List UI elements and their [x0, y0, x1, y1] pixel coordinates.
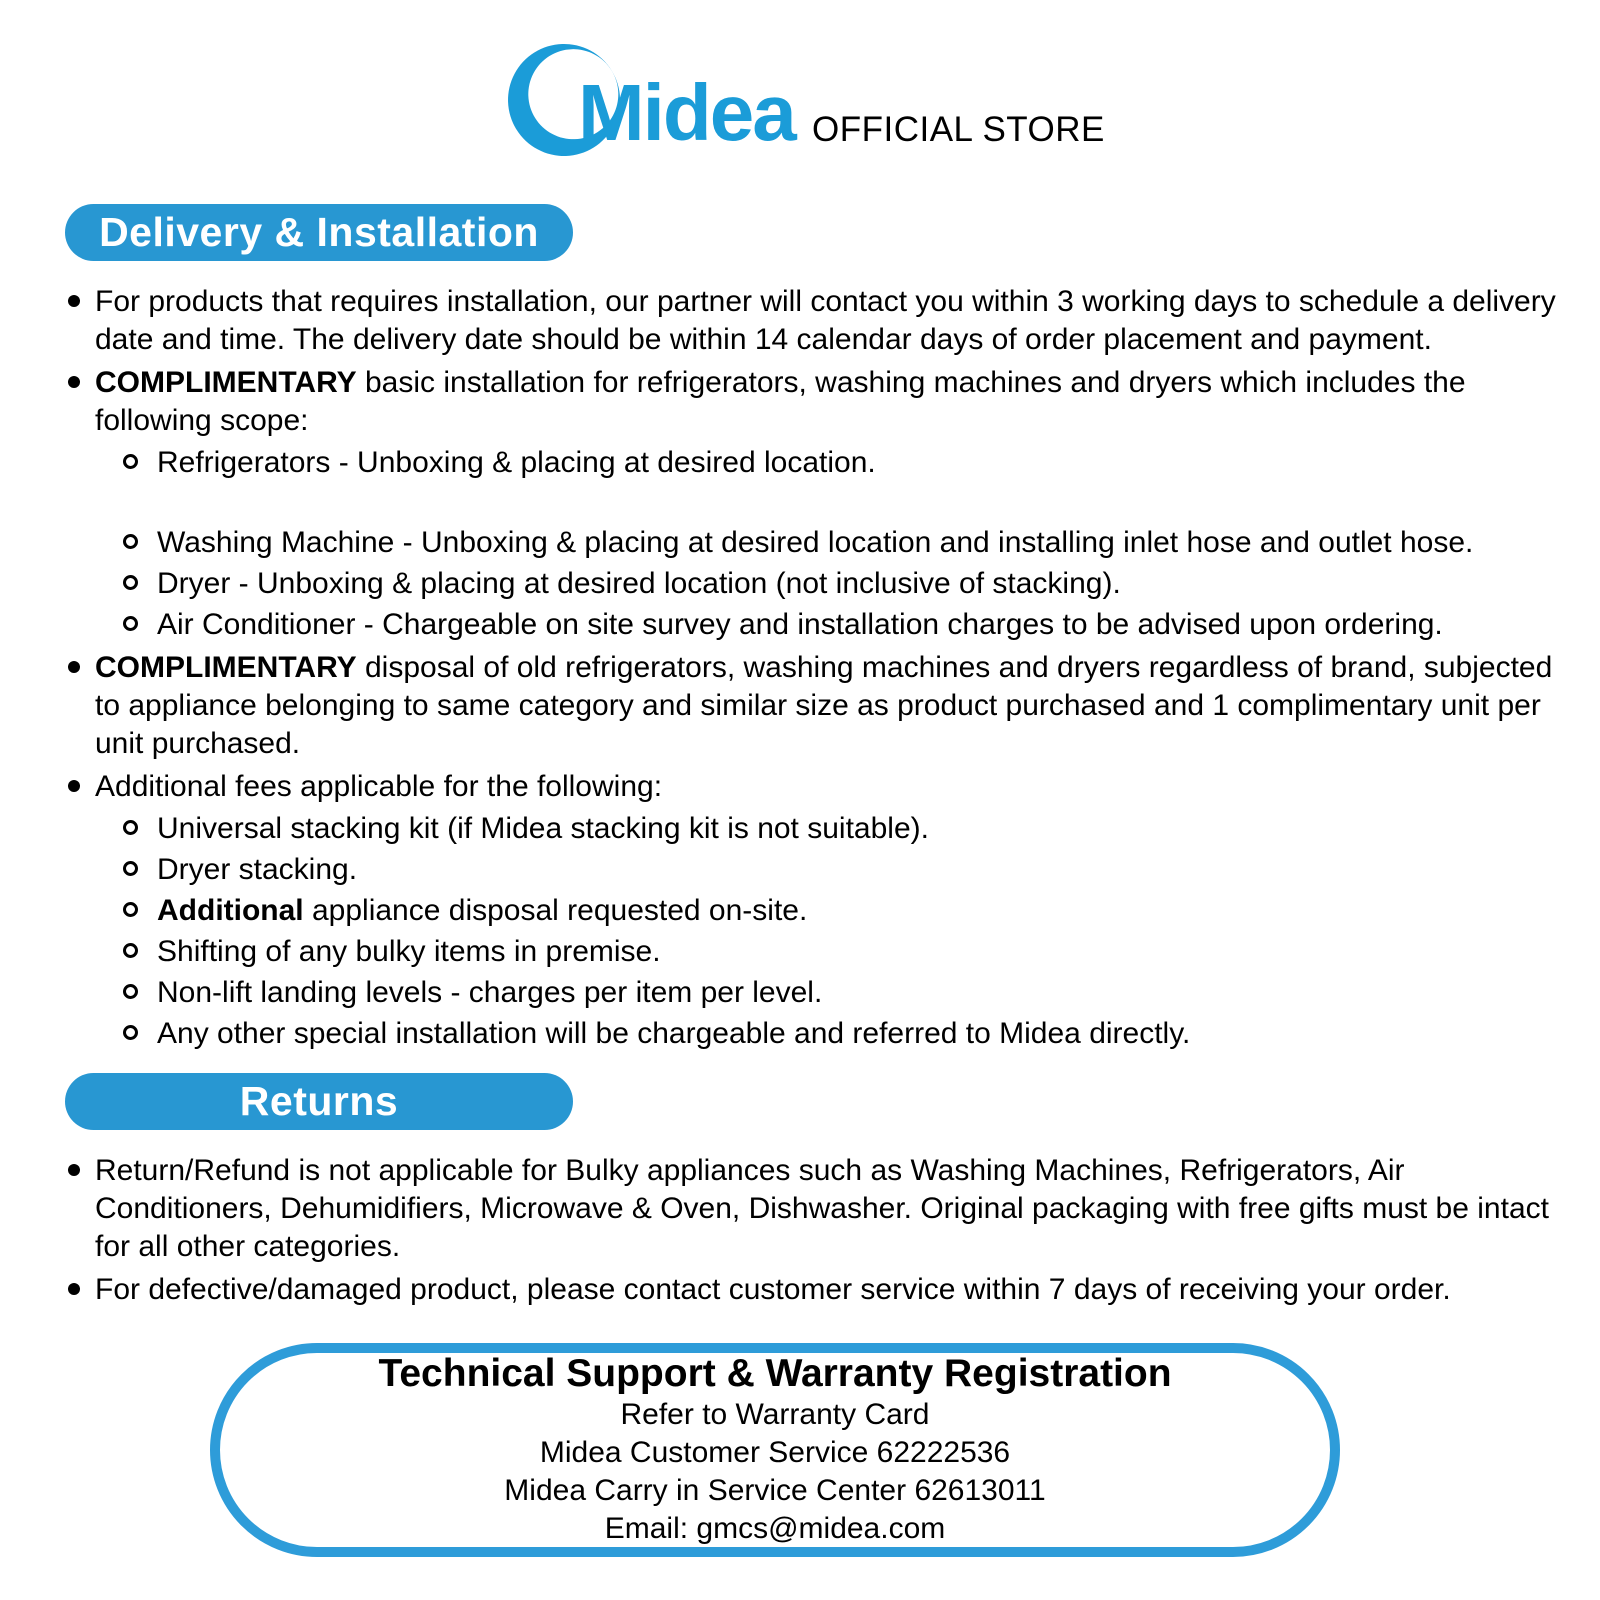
scope-item-air-conditioner — [123, 606, 1572, 644]
item-text: Non-lift landing levels - charges per item per level. — [157, 976, 823, 1009]
support-line-email: Email: gmcs@midea.com — [604, 1512, 946, 1545]
item-text: Shifting of any bulky items in premise. — [157, 935, 661, 968]
item-bold-lead: COMPLIMENTARY — [95, 651, 357, 684]
support-box-title: Technical Support & Warranty Registration — [378, 1352, 1172, 1395]
fee-item-dryer-stacking — [123, 851, 1572, 889]
item-text: basic installation for refrigerators, washing machines and dryers which includes the following scope: — [95, 366, 1466, 437]
additional-fees-list — [95, 810, 1572, 1053]
item-text: Dryer - Unboxing & placing at desired location (not inclusive of stacking). — [157, 567, 1121, 600]
delivery-item-contact — [65, 283, 1572, 359]
item-text: Return/Refund is not applicable for Bulky appliances such as Washing Machines, Refrigerators, Air Conditioners, Dehumidifiers, Microwave & Oven, Dishwasher. Original packaging with free gifts must be intact for all other categories. — [95, 1154, 1549, 1263]
delivery-item-complimentary-disposal — [65, 649, 1572, 763]
fee-item-special-installation — [123, 1015, 1572, 1053]
item-text: Any other special installation will be chargeable and referred to Midea directly. — [157, 1017, 1191, 1050]
item-text: Universal stacking kit (if Midea stacking kit is not suitable). — [157, 812, 929, 845]
delivery-item-complimentary-installation — [65, 364, 1572, 644]
returns-list — [0, 1152, 1600, 1309]
item-text: For defective/damaged product, please contact customer service within 7 days of receiving your order. — [95, 1273, 1451, 1306]
support-box — [210, 1343, 1340, 1557]
logo-wordmark: Midea — [578, 68, 795, 157]
item-text: Air Conditioner - Chargeable on site survey and installation charges to be advised upon ordering. — [157, 608, 1443, 641]
scope-item-refrigerators — [123, 444, 1572, 482]
fee-item-non-lift-landing — [123, 974, 1572, 1012]
support-line-customer-service: Midea Customer Service 62222536 — [539, 1436, 1011, 1469]
section-title-delivery: Delivery & Installation — [65, 204, 573, 261]
item-text: For products that requires installation, our partner will contact you within 3 working days to schedule a delivery date and time. The delivery date should be within 14 calendar days of order placement and payment. — [95, 285, 1556, 356]
item-text: Refrigerators - Unboxing & placing at desired location. — [157, 446, 876, 479]
item-text: appliance disposal requested on-site. — [303, 894, 808, 927]
support-line-carry-in-center: Midea Carry in Service Center 62613011 — [504, 1474, 1046, 1507]
returns-item-not-applicable — [65, 1152, 1572, 1266]
fee-item-universal-stacking-kit — [123, 810, 1572, 848]
item-text: Washing Machine - Unboxing & placing at desired location and installing inlet hose and outlet hose. — [157, 526, 1474, 559]
support-line-warranty-card: Refer to Warranty Card — [620, 1398, 930, 1431]
delivery-item-additional-fees — [65, 768, 1572, 1053]
scope-item-washing-machine — [123, 524, 1572, 562]
item-text: Dryer stacking. — [157, 853, 358, 886]
midea-logo — [498, 36, 808, 176]
fee-item-shifting-bulky-items — [123, 933, 1572, 971]
installation-scope-list — [95, 444, 1572, 644]
header — [0, 0, 1600, 180]
item-text: Additional fees applicable for the following: — [95, 770, 663, 803]
scope-item-dryer — [123, 565, 1572, 603]
official-store-label: OFFICIAL STORE — [812, 110, 1105, 149]
fee-item-additional-disposal — [123, 892, 1572, 930]
section-title-returns: Returns — [65, 1073, 573, 1130]
returns-item-defective — [65, 1271, 1572, 1309]
item-text: disposal of old refrigerators, washing machines and dryers regardless of brand, subjected to appliance belonging to same category and similar size as product purchased and 1 complimentary unit per unit purchased. — [95, 651, 1553, 760]
item-bold-lead: Additional — [157, 894, 304, 927]
delivery-list — [0, 283, 1600, 1053]
item-bold-lead: COMPLIMENTARY — [95, 366, 357, 399]
